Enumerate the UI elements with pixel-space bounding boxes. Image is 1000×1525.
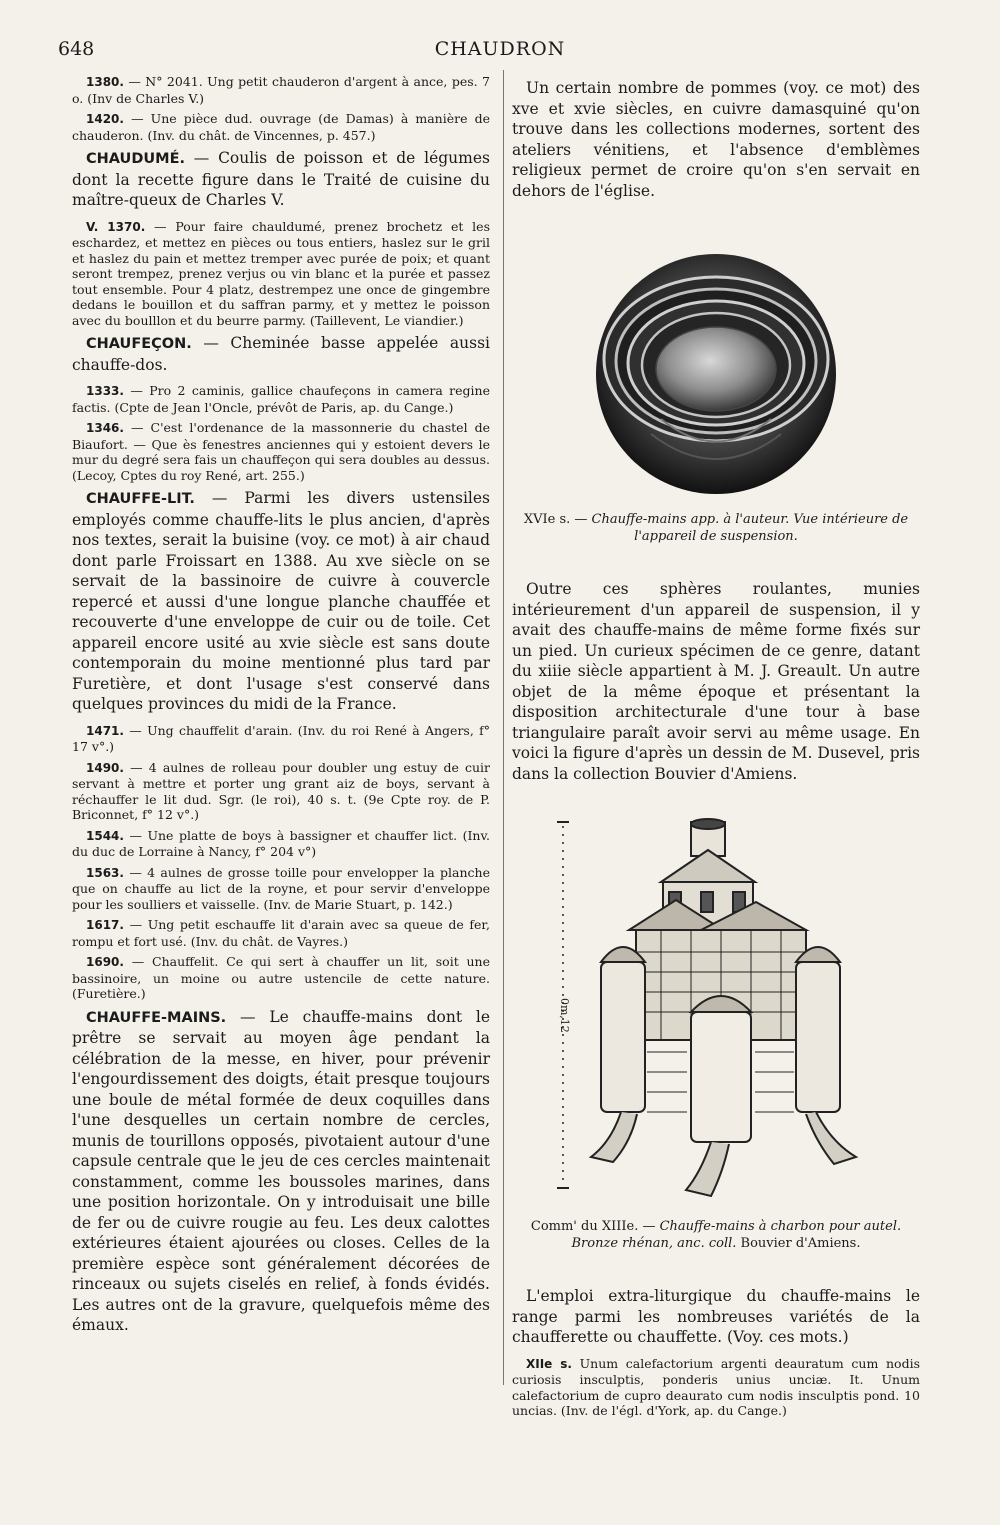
- paragraph-spheres: Outre ces sphères roulantes, munies intérieurement d'un appareil de suspension, il y avait des chauffe-mains de même forme fixés sur un pied. Un curieux spécimen de ce genre, datant du xiiie siècle appartient à M. J. Greault. Un autre objet de la même époque et présentant la disposition architecturale d'une tour à base triangulaire paraît avoir servi au même usage. En voici la figure d'après un dessin de M. Dusevel, pris dans la collection Bouvier d'Amiens.: [512, 580, 920, 783]
- quote-1346: 1346. — C'est l'ordenance de la massonnerie du chastel de Biaufort. — Que ès fenestres anciennes qui y estoient devers le mur du degré sera fais un chauffeçon qui sera doubles au dessus. (Lecoy, Cptes du roy René, art. 255.): [72, 420, 490, 483]
- paragraph-emploi: L'emploi extra-liturgique du chauffe-mains le range parmi les nombreuses variétés de la chaufferette ou chauffette. (Voy. ces mots.): [512, 1287, 920, 1346]
- quote-1333: 1333. — Pro 2 caminis, gallice chaufeçons in camera regine factis. (Cpte de Jean l'Oncle, prévôt de Paris, ap. du Cange.): [72, 383, 490, 415]
- quote-1617: 1617. — Ung petit eschauffe lit d'arain avec sa queue de fer, rompu et fort usé. (Inv. du chât. de Vayres.): [72, 917, 490, 949]
- entry-chauffe-lit: CHAUFFE-LIT. — Parmi les divers ustensiles employés comme chauffe-lits le plus ancien, d'après nos textes, serait la buisine (voy. ce mot) à air chaud dont parle Froissart en 1388. Au xve siècle on se servait de la bassinoire de cuivre à couvercle repercé et aussi d'une longue planche chauffée et recouverte d'une enveloppe de cuir ou de toile. Cet appareil encore usité au xvie siècle est sans doute contemporain du moine mentionné plus tard par Furetière, et dont l'usage s'est conservé dans quelques provinces du midi de la France.: [72, 489, 490, 713]
- entry-heading: CHAUDUMÉ.: [86, 151, 185, 167]
- entry-heading: CHAUFFE-LIT.: [86, 491, 195, 507]
- quote-1490: 1490. — 4 aulnes de rolleau pour doubler ung estuy de cuir servant à mettre et porter ung grant aiz de boys, servant à réchauffer le lit dud. Sgr. (le roi), 40 s. t. (9e Cpte roy. de P. Briconnet, f° 12 v°.): [72, 759, 490, 822]
- column-divider: [503, 70, 504, 1385]
- entry-heading: CHAUFEÇON.: [86, 336, 192, 352]
- page-number: 648: [58, 38, 95, 60]
- left-column: [72, 74, 490, 1344]
- scale-label: 0m,12: [558, 998, 571, 1033]
- quote-1420: 1420. — Une pièce dud. ouvrage (de Damas) à manière de chauderon. (Inv. du chât. de Vincennes, p. 457.): [72, 111, 490, 143]
- entry-heading: CHAUFFE-MAINS.: [86, 1009, 227, 1026]
- figure-chauffe-mains-sphere: [591, 249, 841, 499]
- figure1-caption: XVIe s. — Chauffe-mains app. à l'auteur. Vue intérieure de l'appareil de suspension.: [523, 512, 909, 544]
- quote-1370: V. 1370. — Pour faire chauldumé, prenez brochetz et les eschardez, et mettez en pièces ou tous entiers, haslez sur le gril et haslez du pain et mettez tremper avec purée de poix; et quant seront trempez, prenez verjus ou vin blanc et la purée et passez tout ensemble. Pour 4 platz, destrempez une once de gingembre dedans le bouillon et du saffran parmy, et y mettez le poisson avec du boulllon et du beurre parmy. (Taillevent, Le viandier.): [72, 218, 490, 328]
- quote-1544: 1544. — Une platte de boys à bassigner et chauffer lict. (Inv. du duc de Lorraine à Nancy, f° 204 v°): [72, 827, 490, 859]
- quote-1690: 1690. — Chauffelit. Ce qui sert à chauffer un lit, soit une bassinoire, un moine ou autre ustencile de cette nature. (Furetière.): [72, 954, 490, 1001]
- figure2-caption: Comm' du XIIIe. — Chauffe-mains à charbon pour autel. Bronze rhénan, anc. coll. Bouvier d'Amiens.: [530, 1219, 902, 1251]
- tower-illustration: [551, 812, 881, 1212]
- quote-1380: 1380. — N° 2041. Ung petit chauderon d'argent à ance, pes. 7 o. (Inv de Charles V.): [72, 74, 490, 106]
- page-header: [0, 38, 1000, 68]
- quote-1563: 1563. — 4 aulnes de grosse toille pour envelopper la planche que on chauffe au lict de la royne, et pour servir d'enveloppe pour les soulliers et vaisselle. (Inv. de Marie Stuart, p. 142.): [72, 864, 490, 912]
- quote-1471: 1471. — Ung chauffelit d'arain. (Inv. du roi René à Angers, f° 17 v°.): [72, 722, 490, 754]
- sphere-illustration: [591, 249, 841, 499]
- entry-chaufecon: CHAUFEÇON. — Cheminée basse appelée aussi chauffe-dos.: [72, 334, 490, 374]
- entry-chaudume: CHAUDUMÉ. — Coulis de poisson et de légumes dont la recette figure dans le Traité de cuisine du maître-queux de Charles V.: [72, 149, 490, 209]
- figure-chauffe-mains-tower: [551, 812, 881, 1212]
- right-column: [512, 74, 920, 1424]
- quote-xiie: XIIe s. Unum calefactorium argenti deauratum cum nodis curiosis insculptis, ponderis unius unciæ. It. Unum calefactorium de cupro deaurato cum nodis insculptis pond. 10 uncias. (Inv. de l'égl. d'York, ap. du Cange.): [512, 1355, 920, 1418]
- running-title: CHAUDRON: [434, 38, 566, 60]
- entry-chauffe-mains: CHAUFFE-MAINS. — Le chauffe-mains dont le prêtre se servait au moyen âge pendant la célébration de la messe, en hiver, pour prévenir l'engourdissement des doigts, était presque toujours une boule de métal formée de deux coquilles dans l'une desquelles un certain nombre de cercles, munis de tourillons opposés, pivotaient autour d'une capsule centrale que le jeu de ces cercles maintenait constamment, comme les boussoles marines, dans une position horizontale. On y introduisait une bille de fer ou de cuivre rougie au feu. Les deux calottes extérieures étaient ajourées ou closes. Celles de la première espèce sont généralement décorées de rinceaux ou sujets ciselés en relief, à fonds évidés. Les autres ont de la gravure, quelquefois même des émaux.: [72, 1007, 490, 1334]
- paragraph-pommes: Un certain nombre de pommes (voy. ce mot) des xve et xvie siècles, en cuivre damasquiné qu'on trouve dans les collections modernes, sortent des ateliers vénitiens, et l'absence d'emblèmes religieux permet de croire qu'on s'en servait en dehors de l'église.: [512, 79, 920, 200]
